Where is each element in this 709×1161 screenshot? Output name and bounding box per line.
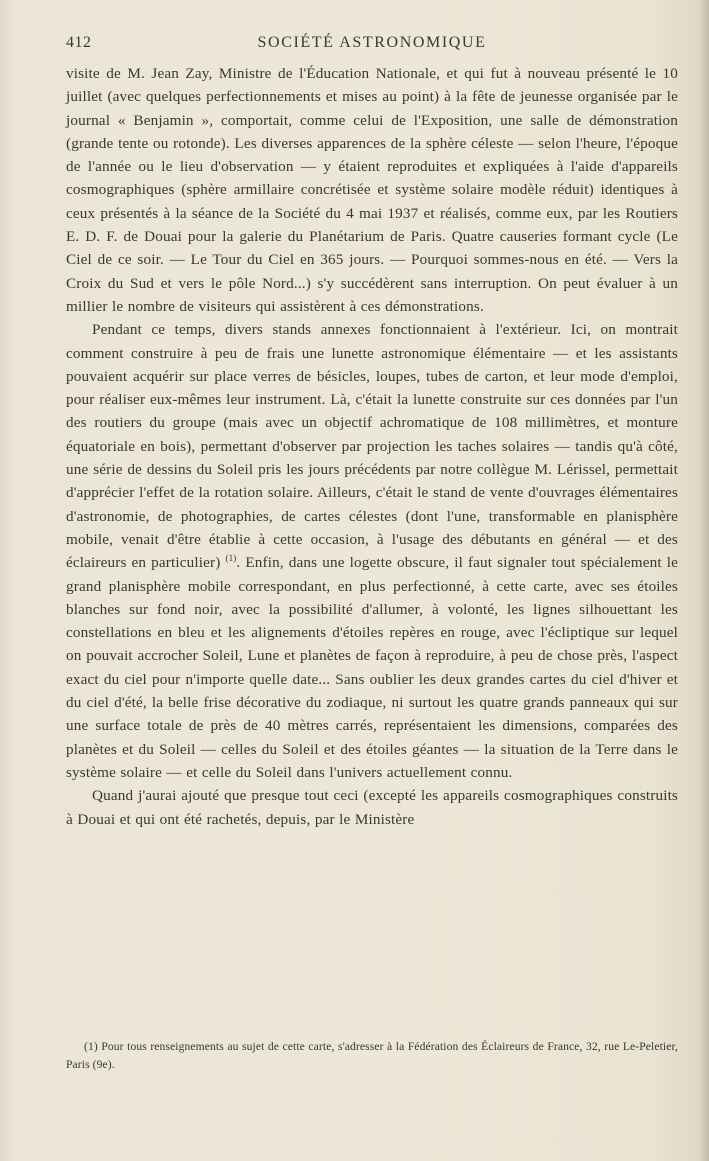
page-number: 412 <box>66 34 92 51</box>
paragraph-3: Quand j'aurai ajouté que presque tout ceci (excepté les appareils cosmographiques construits à Douai et qui ont été rachetés, depuis, par le Ministère <box>66 787 678 828</box>
body-text <box>66 62 678 831</box>
page-header <box>66 34 678 56</box>
paragraph-1: visite de M. Jean Zay, Ministre de l'Éducation Nationale, et qui fut à nouveau présenté le 10 juillet (avec quelques perfectionnements et mises au point) à la fête de jeunesse organisée par le journal « Benjamin », comportait, comme celui de l'Exposition, une salle de démonstration (grande tente ou rotonde). Les diverses apparences de la sphère céleste — selon l'heure, l'époque de l'année ou le lieu d'observation — y étaient reproduites et expliquées à l'aide d'appareils cosmographiques (sphère armillaire concrétisée et système solaire modèle réduit) identiques à ceux présentés à la séance de la Société du 4 mai 1937 et réalisés, comme eux, par les Routiers E. D. F. de Douai pour la galerie du Planétarium de Paris. Quatre causeries formant cycle (Le Ciel de ce soir. — Le Tour du Ciel en 365 jours. — Pourquoi sommes-nous en été. — Vers la Croix du Sud et vers le pôle Nord...) s'y succédèrent sans interruption. On peut évaluer à un millier le nombre de visiteurs qui assistèrent à ces démonstrations. <box>66 65 678 315</box>
paragraph-2-part-2: . Enfin, dans une logette obscure, il faut signaler tout spécialement le grand planisphère mobile correspondant, en plus perfectionné, à cette carte, avec ses étoiles blanches sur fond noir, avec la possibilité d'allumer, à volonté, les lignes silhouettant les constellations en bleu et les alignements d'étoiles repères en rouge, avec l'écliptique sur lequel on pouvait accrocher Soleil, Lune et planètes de façon à reproduire, à peu de chose près, l'aspect exact du ciel pour n'importe quelle date... Sans oublier les deux grandes cartes du ciel d'hiver et du ciel d'été, la belle frise décorative du zodiaque, ni surtout les quatre grands panneaux qui sur une surface totale de près de 40 mètres carrés, représentaient les dimensions, comparées des planètes et du Soleil — celles du Soleil et des étoiles géantes — la situation de la Terre dans le système solaire — et celle du Soleil dans l'univers actuellement connu. <box>66 554 679 781</box>
footnote: (1) Pour tous renseignements au sujet de cette carte, s'adresser à la Fédération des Éclaireurs de France, 32, rue Le-Peletier, Paris (9e). <box>66 1040 678 1071</box>
footnote-reference: (1) <box>225 553 237 564</box>
running-head: SOCIÉTÉ ASTRONOMIQUE <box>257 34 487 51</box>
paragraph-2-part-1: Pendant ce temps, divers stands annexes fonctionnaient à l'extérieur. Ici, on montrait comment construire à peu de frais une lunette astronomique élémentaire — et les assistants pouvaient acquérir sur place verres de bésicles, loupes, tubes de carton, et leur mode d'emploi, pour réaliser eux-mêmes leur instrument. Là, c'était la lunette construite sur ces données par l'un des routiers du groupe (mais avec un objectif achromatique de 108 millimètres, et monture équatoriale en bois), permettant d'observer par projection les taches solaires — tandis qu'à côté, une série de dessins du Soleil pris les jours précédents par notre collègue M. Lérissel, permettait d'apprécier l'effet de la rotation solaire. Ailleurs, c'était le stand de vente d'ouvrages élémentaires d'astronomie, de photographies, de cartes célestes (dont l'une, transformable en planisphère mobile, venait d'être établie à cette occasion, à l'usage des débutants en général — et des éclaireurs en particulier) <box>66 321 678 572</box>
page-edge-shadow <box>699 0 709 1161</box>
paragraph-2 <box>66 318 678 784</box>
